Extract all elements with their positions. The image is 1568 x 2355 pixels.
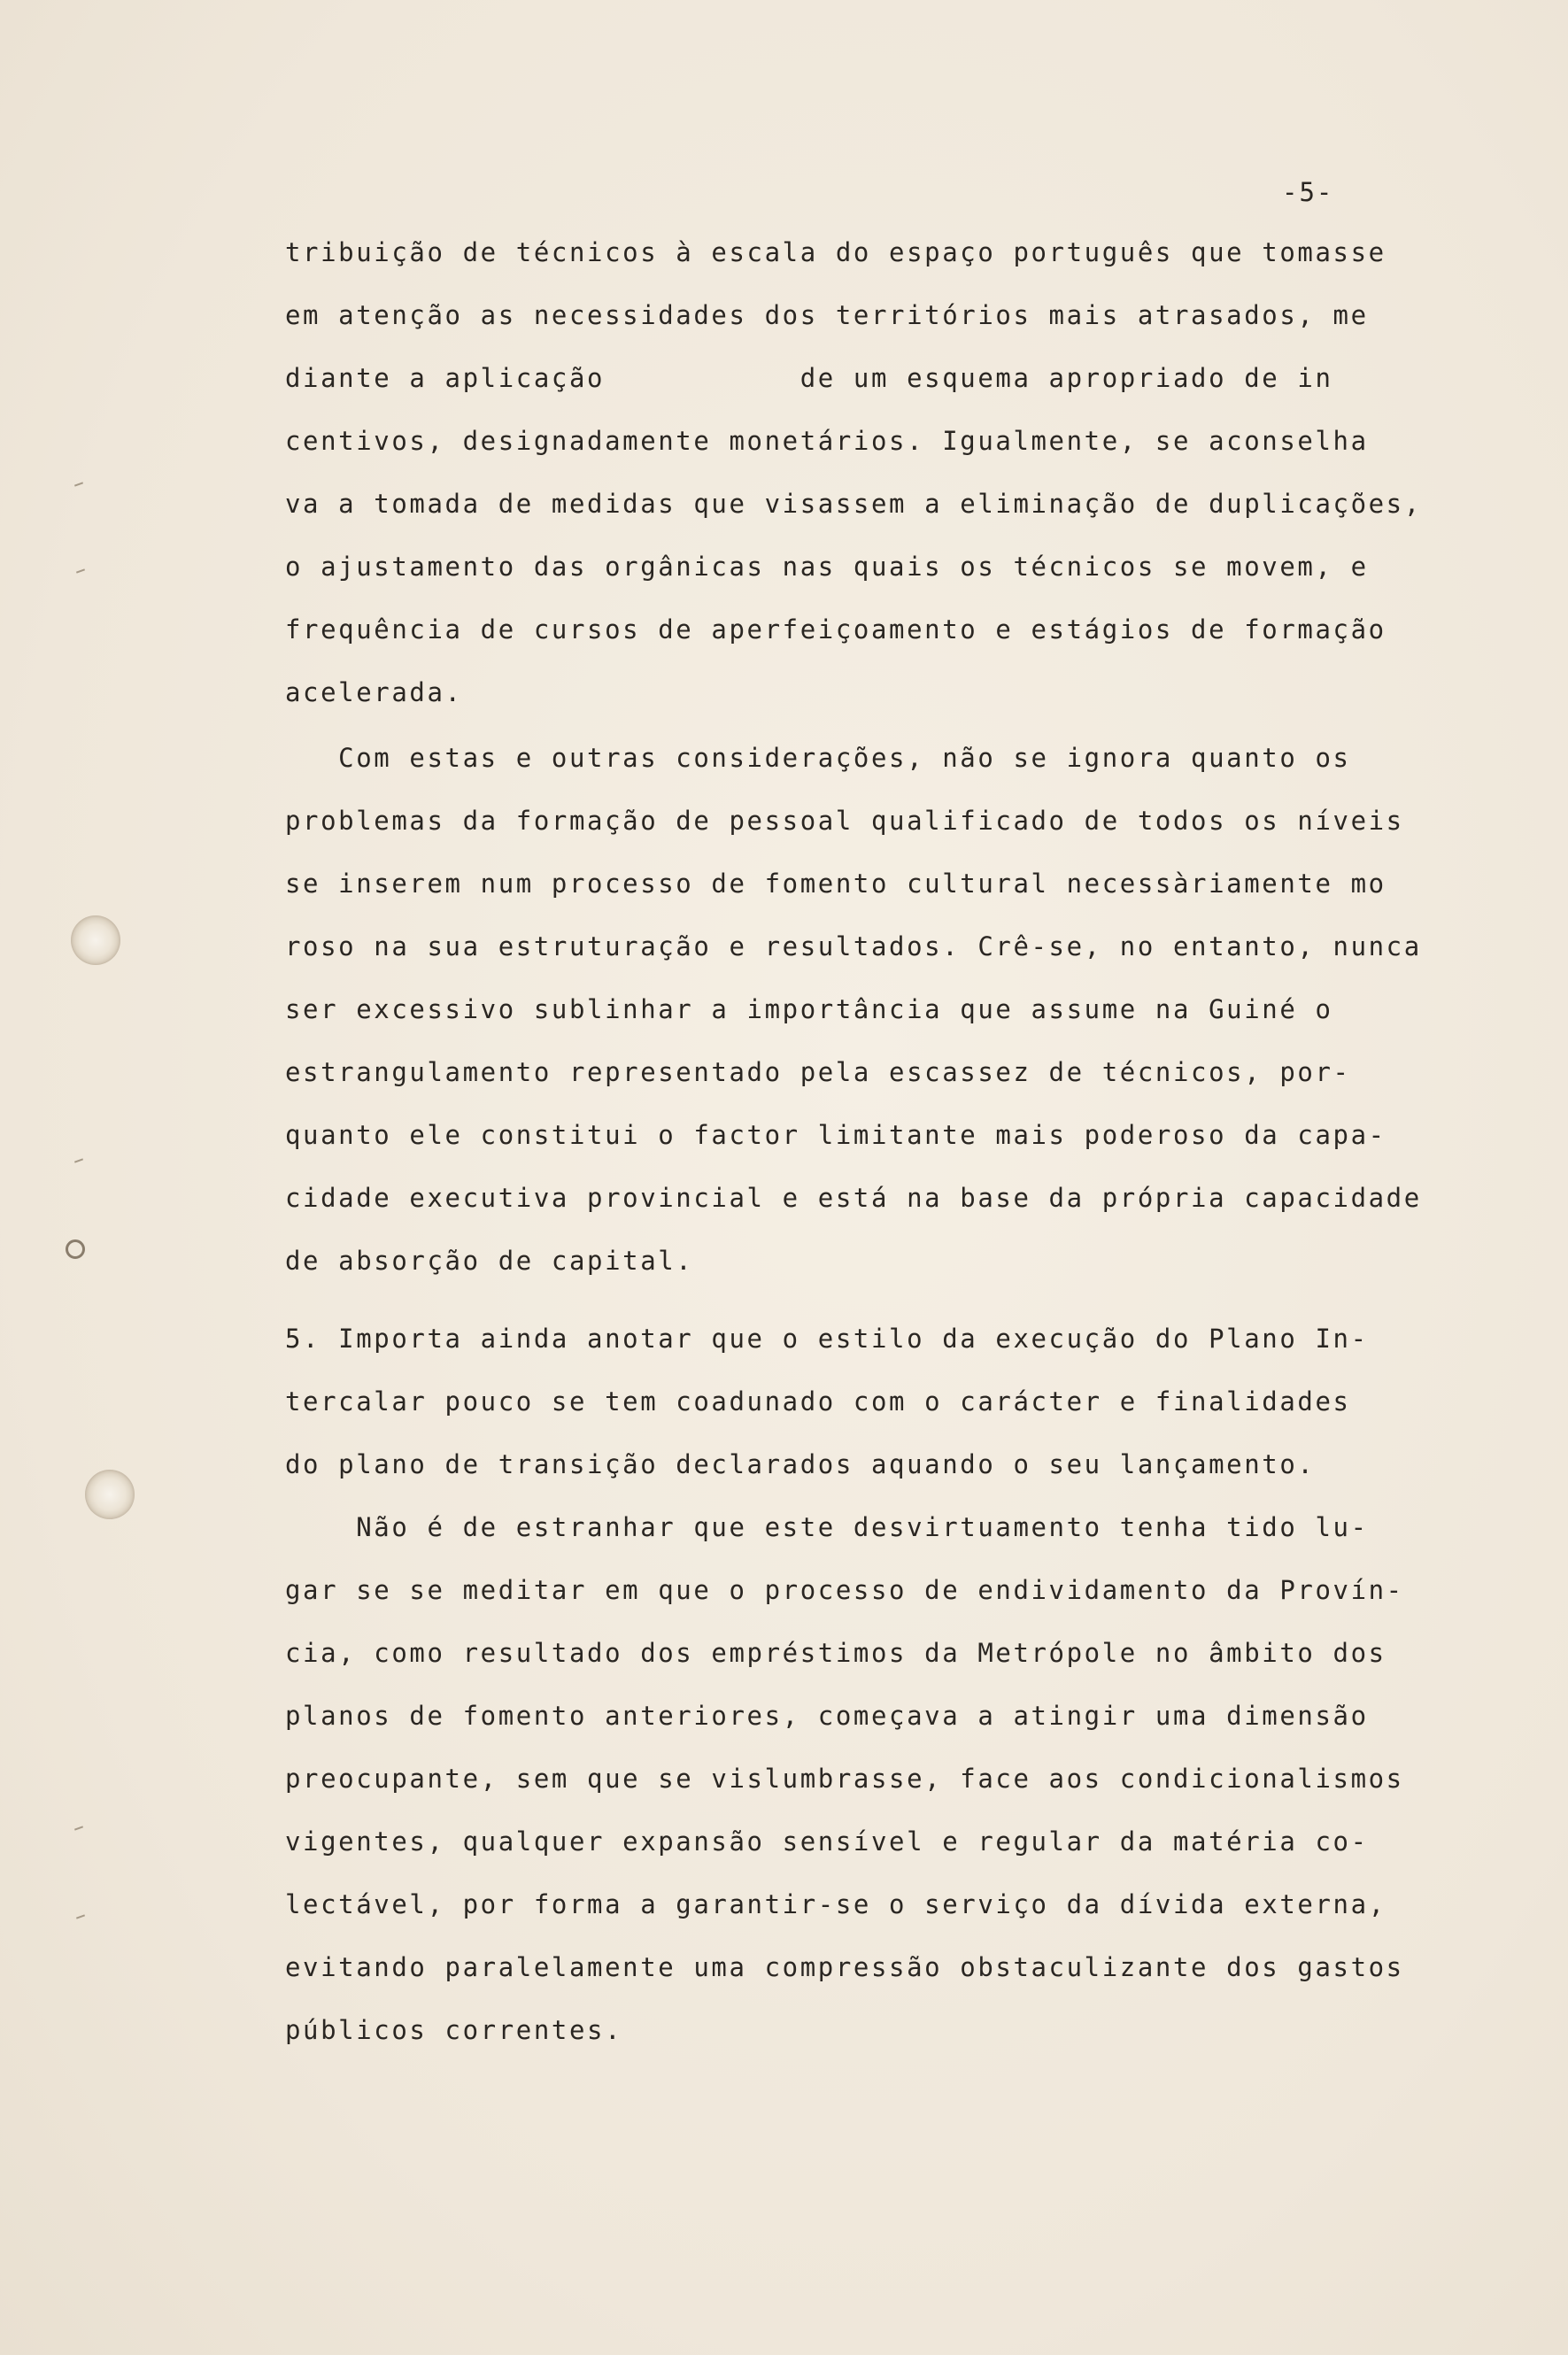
text-line: ser excessivo sublinhar a importância que assume na Guiné o <box>285 994 1333 1024</box>
text-line: o ajustamento das orgânicas nas quais os técnicos se movem, e <box>285 552 1369 582</box>
text-line: problemas da formação de pessoal qualificado de todos os níveis <box>285 806 1404 836</box>
margin-mark <box>74 482 83 486</box>
text-line: va a tomada de medidas que visassem a eliminação de duplicações, <box>285 489 1422 519</box>
text-line: preocupante, sem que se vislumbrasse, face aos condicionalismos <box>285 1764 1404 1794</box>
text-line: do plano de transição declarados aquando o seu lançamento. <box>285 1449 1316 1479</box>
text-line: roso na sua estruturação e resultados. Crê-se, no entanto, nunca <box>285 931 1422 961</box>
punch-hole-small <box>66 1239 85 1259</box>
text-line: 5. Importa ainda anotar que o estilo da execução do Plano In- <box>285 1324 1369 1354</box>
text-line: gar se se meditar em que o processo de endividamento da Provín- <box>285 1575 1404 1605</box>
text-line: quanto ele constitui o factor limitante mais poderoso da capa- <box>285 1120 1386 1150</box>
text-line: estrangulamento representado pela escassez de técnicos, por- <box>285 1057 1351 1087</box>
text-line: frequência de cursos de aperfeiçoamento e estágios de formação <box>285 614 1386 645</box>
text-line: cia, como resultado dos empréstimos da Metrópole no âmbito dos <box>285 1638 1386 1668</box>
margin-mark <box>76 1914 85 1919</box>
punch-hole-lower <box>85 1470 135 1519</box>
text-line: tercalar pouco se tem coadunado com o carácter e finalidades <box>285 1386 1351 1417</box>
text-line: em atenção as necessidades dos territórios mais atrasados, me <box>285 300 1369 330</box>
text-line: públicos correntes. <box>285 2015 623 2045</box>
text-line: de absorção de capital. <box>285 1246 694 1276</box>
text-line: vigentes, qualquer expansão sensível e regular da matéria co- <box>285 1826 1369 1857</box>
text-line: Não é de estranhar que este desvirtuamento tenha tido lu- <box>285 1512 1369 1542</box>
page-number: -5- <box>1282 177 1334 207</box>
text-line: cidade executiva provincial e está na base da própria capacidade <box>285 1183 1422 1213</box>
margin-mark <box>74 1826 83 1830</box>
text-line: tribuição de técnicos à escala do espaço português que tomasse <box>285 237 1386 267</box>
text-line: se inserem num processo de fomento cultural necessàriamente mo <box>285 869 1386 899</box>
text-line: Com estas e outras considerações, não se ignora quanto os <box>285 743 1351 773</box>
text-line: lectável, por forma a garantir-se o serviço da dívida externa, <box>285 1889 1386 1919</box>
margin-mark <box>76 568 85 573</box>
text-line: diante a aplicação de um esquema apropriado de in <box>285 363 1333 393</box>
text-line: acelerada. <box>285 677 463 707</box>
text-line: centivos, designadamente monetários. Igualmente, se aconselha <box>285 426 1369 456</box>
text-line: evitando paralelamente uma compressão obstaculizante dos gastos <box>285 1952 1404 1982</box>
text-line: planos de fomento anteriores, começava a atingir uma dimensão <box>285 1701 1369 1731</box>
punch-hole-upper <box>71 915 120 965</box>
margin-mark <box>74 1158 83 1162</box>
